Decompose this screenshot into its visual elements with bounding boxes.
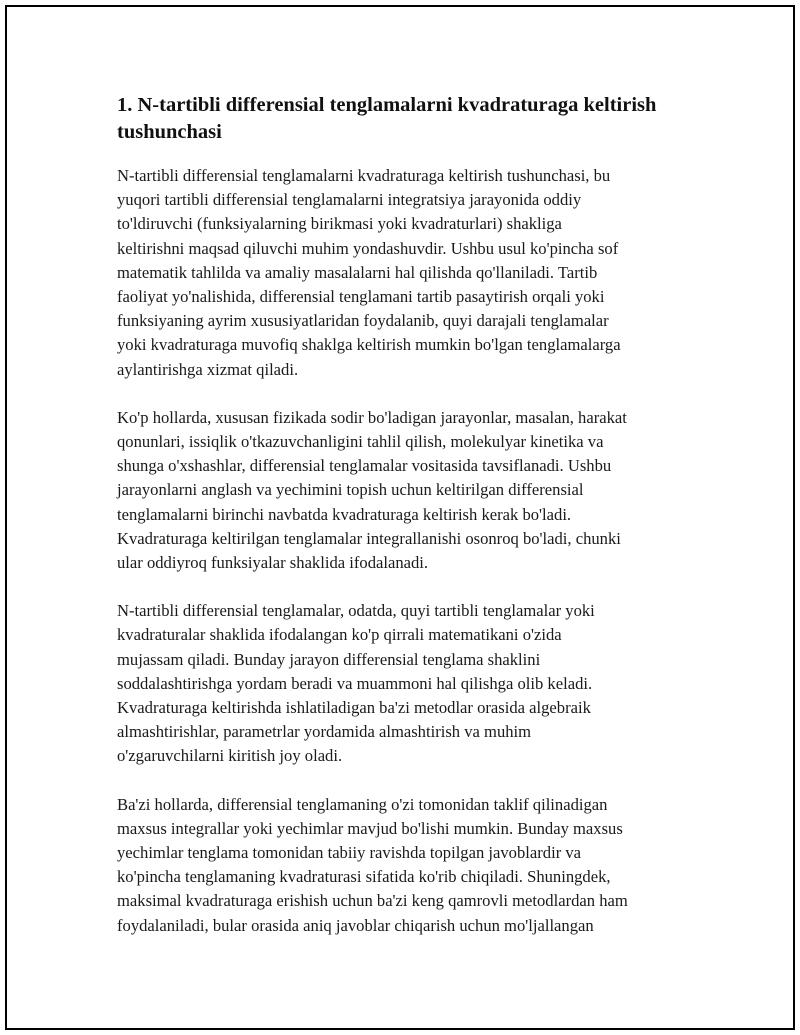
document-body [117,92,692,962]
paragraph-2: Ko'p hollarda, xususan fizikada sodir bo'ladigan jarayonlar, masalan, harakat qonunlari, issiqlik o'tkazuvchanligini tahlil qilish, molekulyar kinetika va shunga o'xshashlar, differensial tenglamalar vositasida tavsiflanadi. Ushbu jarayonlarni anglash va yechimini topish uchun keltirilgan differensial tenglamalarni birinchi navbatda kvadraturaga keltirish kerak bo'ladi. Kvadraturaga keltirilgan tenglamalar integrallanishi osonroq bo'ladi, chunki ular oddiyroq funksiyalar shaklida ifodalanadi. [117,407,627,573]
paragraph-3: N-tartibli differensial tenglamalar, odatda, quyi tartibli tenglamalar yoki kvadraturalar shaklida ifodalangan ko'p qirrali matematikani o'zida mujassam qiladi. Bunday jarayon differensial tenglama shaklini soddalashtirishga yordam beradi va muammoni hal qilishga olib keladi. Kvadraturaga keltirishda ishlatiladigan ba'zi metodlar orasida algebraik almashtirishlar, parametrlar yordamida almashtirish va muhim o'zgaruvchilarni kiritish joy oladi. [117,601,595,766]
paragraph-1: N-tartibli differensial tenglamalarni kvadraturaga keltirish tushunchasi, bu yuqori tartibli differensial tenglamalarni integratsiya jarayonida oddiy to'ldiruvchi (funksiyalarning birikmasi yoki kvadraturlari) shakliga keltirishni maqsad qiluvchi muhim yondashuvdir. Ushbu usul ko'pincha sof matematik tahlilda va amaliy masalalarni hal qilishda qo'llaniladi. Tartib faoliyat yo'nalishida, differensial tenglamani tartib pasaytirish orqali yoki funksiyaning ayrim xususiyatlaridan foydalanib, quyi darajali tenglamalar yoki kvadraturaga muvofiq shaklga keltirish mumkin bo'lgan tenglamalarga aylantirishga xizmat qiladi. [117,166,621,379]
section-heading: 1. N-tartibli differensial tenglamalarni kvadraturaga keltirish tushunchasi [117,94,657,143]
paragraph-4: Ba'zi hollarda, differensial tenglamaning o'zi tomonidan taklif qilinadigan maxsus integrallar yoki yechimlar mavjud bo'lishi mumkin. Bunday maxsus yechimlar tenglama tomonidan tabiiy ravishda topilgan javoblardir va ko'pincha tenglamaning kvadraturasi sifatida ko'rib chiqiladi. Shuningdek, maksimal kvadraturaga erishish uchun ba'zi keng qamrovli metodlardan ham foydalaniladi, bular orasida aniq javoblar chiqarish uchun mo'ljallangan [117,794,628,935]
